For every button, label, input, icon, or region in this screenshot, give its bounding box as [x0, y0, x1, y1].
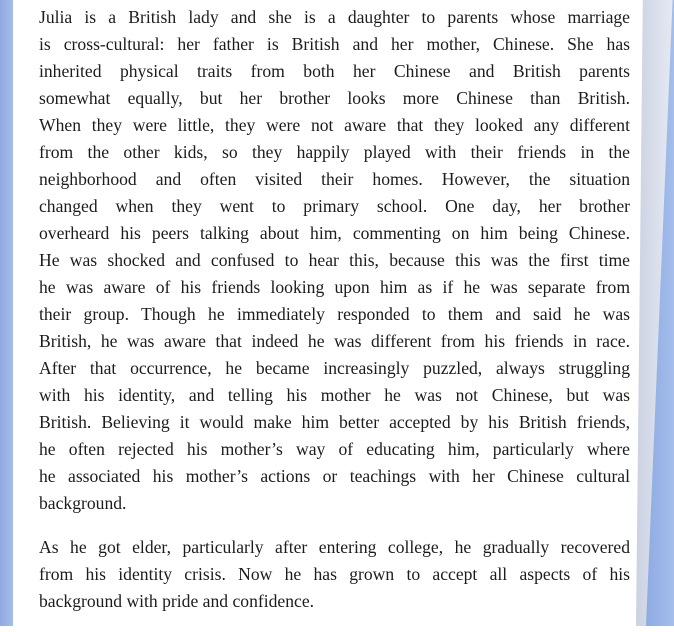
document-body	[39, 4, 630, 632]
text-line: He was shocked and confused to hear this, because this was the first time	[39, 250, 630, 270]
text-line: he associated his mother’s actions or teachings with her Chinese cultural	[39, 466, 630, 486]
left-page-edge	[0, 0, 13, 626]
text-line: overheard his peers talking about him, commenting on him being Chinese.	[39, 223, 630, 243]
text-line: he often rejected his mother’s way of educating him, particularly where	[39, 439, 630, 459]
text-line: with his identity, and telling his mother he was not Chinese, but was	[39, 385, 630, 405]
text-line: is cross-cultural: her father is British and her mother, Chinese. She has	[39, 34, 630, 54]
text-line: British. Believing it would make him better accepted by his British friends,	[39, 412, 630, 432]
paragraph-2	[39, 534, 630, 615]
text-line: from the other kids, so they happily played with their friends in the	[39, 142, 630, 162]
text-line: changed when they went to primary school. One day, her brother	[39, 196, 630, 216]
text-line: British, he was aware that indeed he was different from his friends in race.	[39, 331, 630, 351]
text-line: After that occurrence, he became increasingly puzzled, always struggling	[39, 358, 630, 378]
text-line: somewhat equally, but her brother looks more Chinese than British.	[39, 88, 630, 108]
text-line: When they were little, they were not aware that they looked any different	[39, 115, 630, 135]
text-line: As he got elder, particularly after entering college, he gradually recovered	[39, 537, 630, 557]
text-line: from his identity crisis. Now he has grown to accept all aspects of his	[39, 564, 630, 584]
paragraph-1	[39, 4, 630, 517]
text-line: their group. Though he immediately responded to them and said he was	[39, 304, 630, 324]
text-line: neighborhood and often visited their homes. However, the situation	[39, 169, 630, 189]
text-line: Julia is a British lady and she is a daughter to parents whose marriage	[39, 7, 630, 27]
text-line: inherited physical traits from both her Chinese and British parents	[39, 61, 630, 81]
text-line: background with pride and confidence.	[39, 591, 315, 611]
text-line: he was aware of his friends looking upon him as if he was separate from	[39, 277, 630, 297]
text-line: background.	[39, 493, 127, 513]
